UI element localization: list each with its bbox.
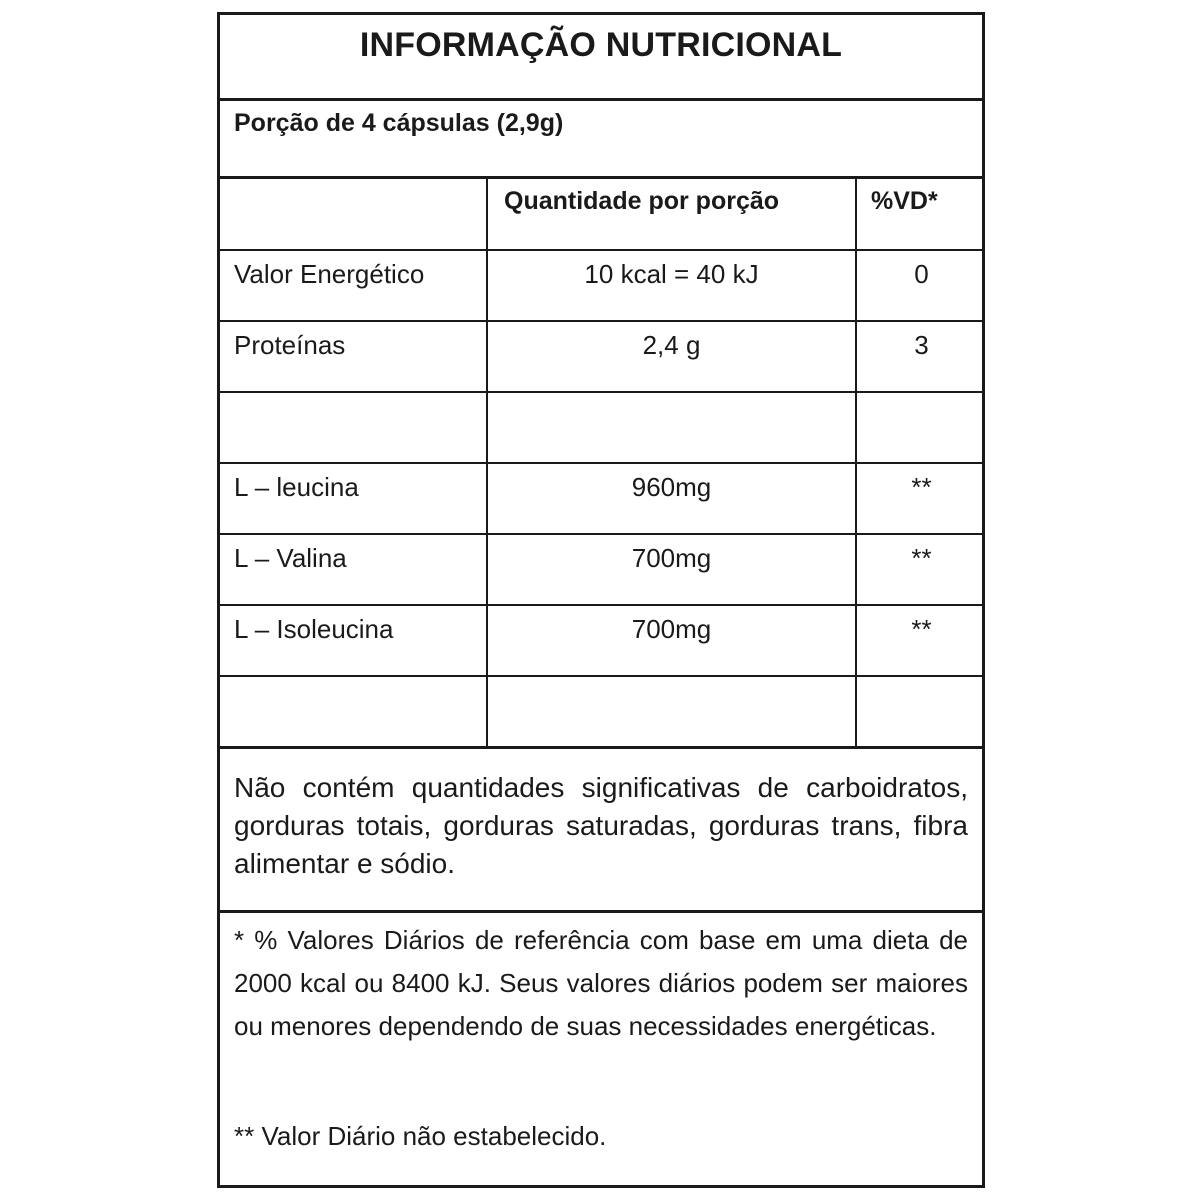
nutrient-name: Valor Energético xyxy=(220,250,487,321)
label-title: INFORMAÇÃO NUTRICIONAL xyxy=(359,26,843,64)
nutrient-name: L – Isoleucina xyxy=(220,605,487,676)
table-row xyxy=(220,463,982,534)
daily-values-footnote: * % Valores Diários de referência com base em uma dieta de 2000 kcal ou 8400 kJ. Seus valores diários podem ser maiores ou menores dependendo de suas necessidades energéticas. xyxy=(234,925,968,1041)
table-row-empty xyxy=(220,392,982,463)
nutrient-daily-value xyxy=(856,392,982,463)
nutrition-facts-label xyxy=(217,12,985,1188)
nutrient-amount: 10 kcal = 40 kJ xyxy=(487,250,856,321)
nutrient-amount xyxy=(487,676,856,747)
header-cell-nutrient xyxy=(220,179,487,250)
nutrient-daily-value: ** xyxy=(856,534,982,605)
table-row xyxy=(220,534,982,605)
table-row-empty xyxy=(220,676,982,747)
table-header-row xyxy=(220,179,982,250)
table-row xyxy=(220,250,982,321)
table-row xyxy=(220,321,982,392)
nutrition-table xyxy=(220,179,982,749)
nutrient-amount: 960mg xyxy=(487,463,856,534)
nutrient-daily-value: ** xyxy=(856,463,982,534)
not-significant-notice: Não contém quantidades significativas de carboidratos, gorduras totais, gorduras saturadas, gorduras trans, fibra alimentar e sódio. xyxy=(234,772,968,879)
nutrient-amount: 2,4 g xyxy=(487,321,856,392)
nutrient-name: L – Valina xyxy=(220,534,487,605)
table-row xyxy=(220,605,982,676)
nutrient-daily-value: 3 xyxy=(856,321,982,392)
nutrient-daily-value: ** xyxy=(856,605,982,676)
notice-section xyxy=(220,761,982,913)
nutrient-amount: 700mg xyxy=(487,534,856,605)
serving-size: Porção de 4 cápsulas (2,9g) xyxy=(234,109,564,137)
nutrient-name: Proteínas xyxy=(220,321,487,392)
nutrient-amount xyxy=(487,392,856,463)
nutrient-name xyxy=(220,392,487,463)
nutrient-name: L – leucina xyxy=(220,463,487,534)
not-established-footnote: ** Valor Diário não estabelecido. xyxy=(234,1121,607,1151)
nutrient-name xyxy=(220,676,487,747)
title-section xyxy=(220,15,982,101)
header-cell-amount: Quantidade por porção xyxy=(487,179,856,250)
header-cell-daily-value: %VD* xyxy=(856,179,982,250)
nutrient-daily-value: 0 xyxy=(856,250,982,321)
footnotes-section xyxy=(220,913,982,1185)
nutrient-daily-value xyxy=(856,676,982,747)
nutrient-amount: 700mg xyxy=(487,605,856,676)
serving-section xyxy=(220,101,982,179)
